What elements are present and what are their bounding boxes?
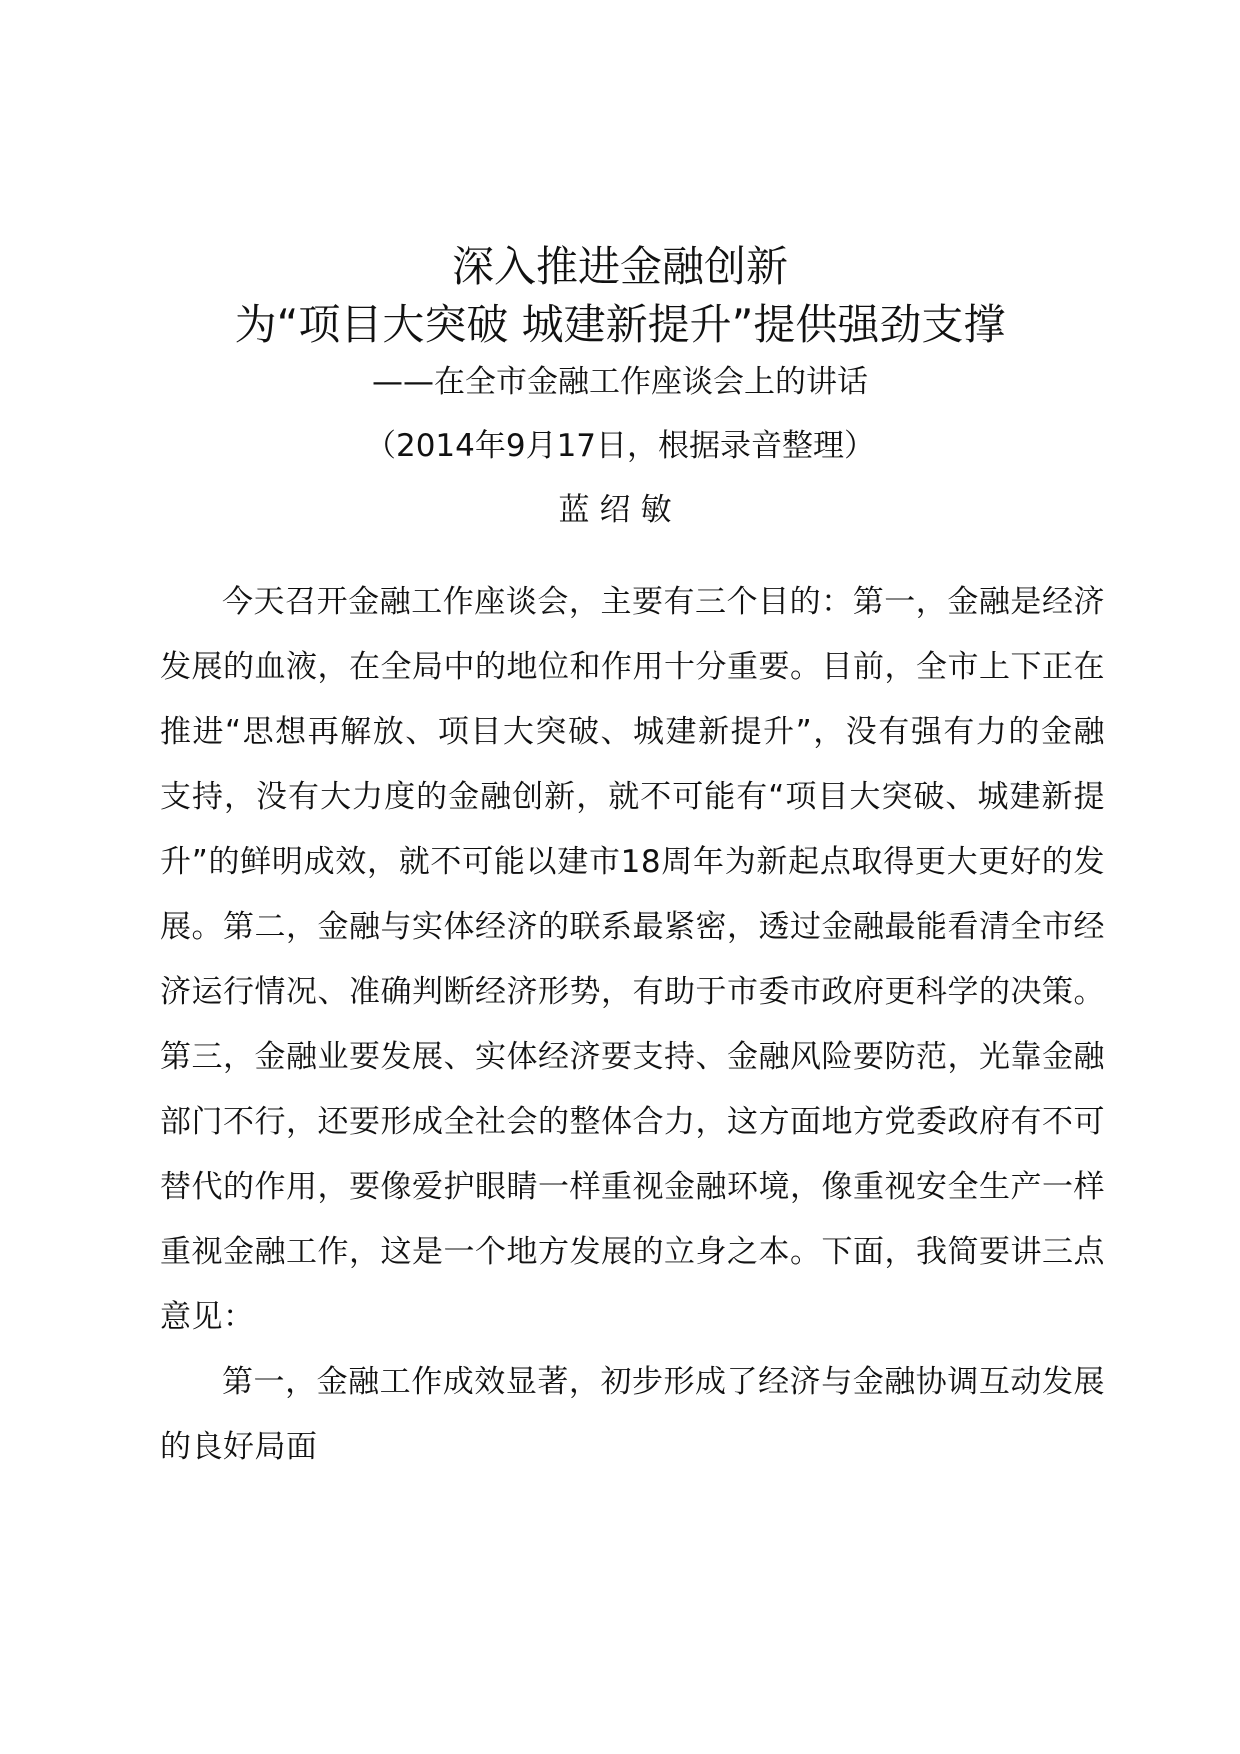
title-line-1: 深入推进金融创新 — [451, 242, 788, 291]
paragraph-section-heading: 第一，金融工作成效显著，初步形成了经济与金融协调互动发展的良好局面 — [160, 1364, 1105, 1465]
title-block — [0, 238, 1240, 532]
author: 蓝绍敏 — [558, 492, 682, 528]
paragraph-intro: 今天召开金融工作座谈会，主要有三个目的：第一，金融是经济发展的血液，在全局中的地位和作用十分重要。目前，全市上下正在推进“思想再解放、项目大突破、城建新提升”，没有强有力的金融支持，没有大力度的金融创新，就不可能有“项目大突破、城建新提升”的鲜明成效，就不可能以建市18周年为新起点取得更大更好的发展。第二，金融与实体经济的联系最紧密，透过金融最能看清全市经济运行情况、准确判断经济形势，有助于市委市政府更科学的决策。第三，金融业要发展、实体经济要支持、金融风险要防范，光靠金融部门不行，还要形成全社会的整体合力，这方面地方党委政府有不可替代的作用，要像爱护眼睛一样重视金融环境，像重视安全生产一样重视金融工作，这是一个地方发展的立身之本。下面，我简要讲三点意见： — [160, 584, 1105, 1335]
subtitle: ——在全市金融工作座谈会上的讲话 — [372, 364, 868, 400]
title-line-2: 为“项目大突破 城建新提升”提供强劲支撑 — [234, 300, 1006, 349]
dateline: （2014年9月17日，根据录音整理） — [364, 428, 876, 464]
body-text — [160, 570, 1105, 1480]
